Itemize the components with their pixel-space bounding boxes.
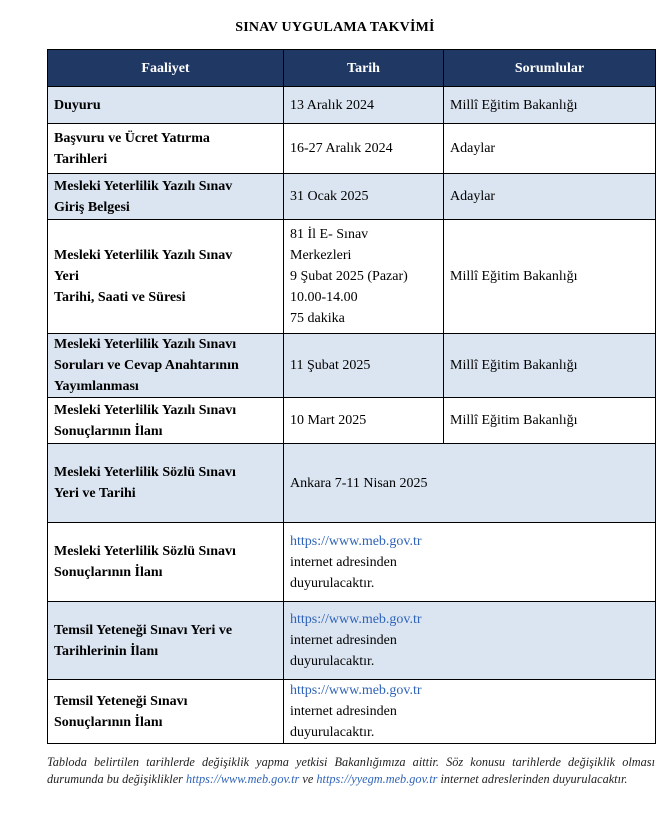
date-cell: Ankara 7-11 Nisan 2025: [284, 444, 656, 523]
activity-cell: Mesleki Yeterlilik Yazılı Sınavı Sonuçlarının İlanı: [48, 398, 284, 444]
url-cell: https://www.meb.gov.tr internet adresinden duyurulacaktır.: [284, 680, 656, 744]
responsible-cell: Millî Eğitim Bakanlığı: [444, 398, 656, 444]
table-row: [48, 334, 656, 398]
date-cell: 10 Mart 2025: [284, 398, 444, 444]
header-activity: Faaliyet: [48, 50, 284, 87]
activity-cell: Mesleki Yeterlilik Sözlü Sınavı Yeri ve Tarihi: [48, 444, 284, 523]
table-row: [48, 523, 656, 602]
activity-cell: Mesleki Yeterlilik Yazılı Sınav Giriş Belgesi: [48, 174, 284, 220]
responsible-cell: Millî Eğitim Bakanlığı: [444, 87, 656, 124]
activity-cell: Mesleki Yeterlilik Sözlü Sınavı Sonuçlarının İlanı: [48, 523, 284, 602]
meb-link[interactable]: https://www.meb.gov.tr: [290, 533, 422, 549]
activity-cell: Temsil Yeteneği Sınavı Yeri ve Tarihlerinin İlanı: [48, 602, 284, 680]
responsible-cell: Adaylar: [444, 124, 656, 174]
table-row: [48, 174, 656, 220]
table-row: [48, 398, 656, 444]
footer-note: Tabloda belirtilen tarihlerde değişiklik yapma yetkisi Bakanlığımıza aittir. Söz konusu tarihlerde değişiklik olması durumunda bu değişiklikler https://www.meb.gov.tr ve https://yyegm.meb.gov.tr internet adreslerinden duyurulacaktır.: [47, 755, 655, 786]
yyegm-link[interactable]: https://yyegm.meb.gov.tr: [316, 772, 438, 786]
activity-cell: Başvuru ve Ücret Yatırma Tarihleri: [48, 124, 284, 174]
table-row: [48, 87, 656, 124]
header-date: Tarih: [284, 50, 444, 87]
table-row: [48, 602, 656, 680]
table-row: [48, 444, 656, 523]
url-cell: https://www.meb.gov.tr internet adresinden duyurulacaktır.: [284, 523, 656, 602]
header-responsible: Sorumlular: [444, 50, 656, 87]
table-header-row: [48, 50, 656, 87]
responsible-cell: Millî Eğitim Bakanlığı: [444, 220, 656, 334]
table-row: [48, 124, 656, 174]
date-cell: 13 Aralık 2024: [284, 87, 444, 124]
date-cell: 16-27 Aralık 2024: [284, 124, 444, 174]
url-cell: https://www.meb.gov.tr internet adresinden duyurulacaktır.: [284, 602, 656, 680]
responsible-cell: Adaylar: [444, 174, 656, 220]
meb-link[interactable]: https://www.meb.gov.tr: [290, 612, 422, 627]
table-row: [48, 220, 656, 334]
meb-link[interactable]: https://www.meb.gov.tr: [290, 683, 422, 698]
date-cell: 81 İl E- Sınav Merkezleri 9 Şubat 2025 (Pazar) 10.00-14.00 75 dakika: [284, 220, 444, 334]
activity-cell: Mesleki Yeterlilik Yazılı Sınavı Soruları ve Cevap Anahtarının Yayımlanması: [48, 334, 284, 398]
responsible-cell: Millî Eğitim Bakanlığı: [444, 334, 656, 398]
activity-cell: Duyuru: [48, 87, 284, 124]
table-row: [48, 680, 656, 744]
date-cell: 11 Şubat 2025: [284, 334, 444, 398]
activity-cell: Temsil Yeteneği Sınavı Sonuçlarının İlanı: [48, 680, 284, 744]
page-title: SINAV UYGULAMA TAKVİMİ: [235, 20, 435, 35]
schedule-table: [47, 49, 656, 744]
meb-link[interactable]: https://www.meb.gov.tr: [186, 772, 300, 786]
activity-cell: Mesleki Yeterlilik Yazılı Sınav Yeri Tarihi, Saati ve Süresi: [48, 220, 284, 334]
date-cell: 31 Ocak 2025: [284, 174, 444, 220]
